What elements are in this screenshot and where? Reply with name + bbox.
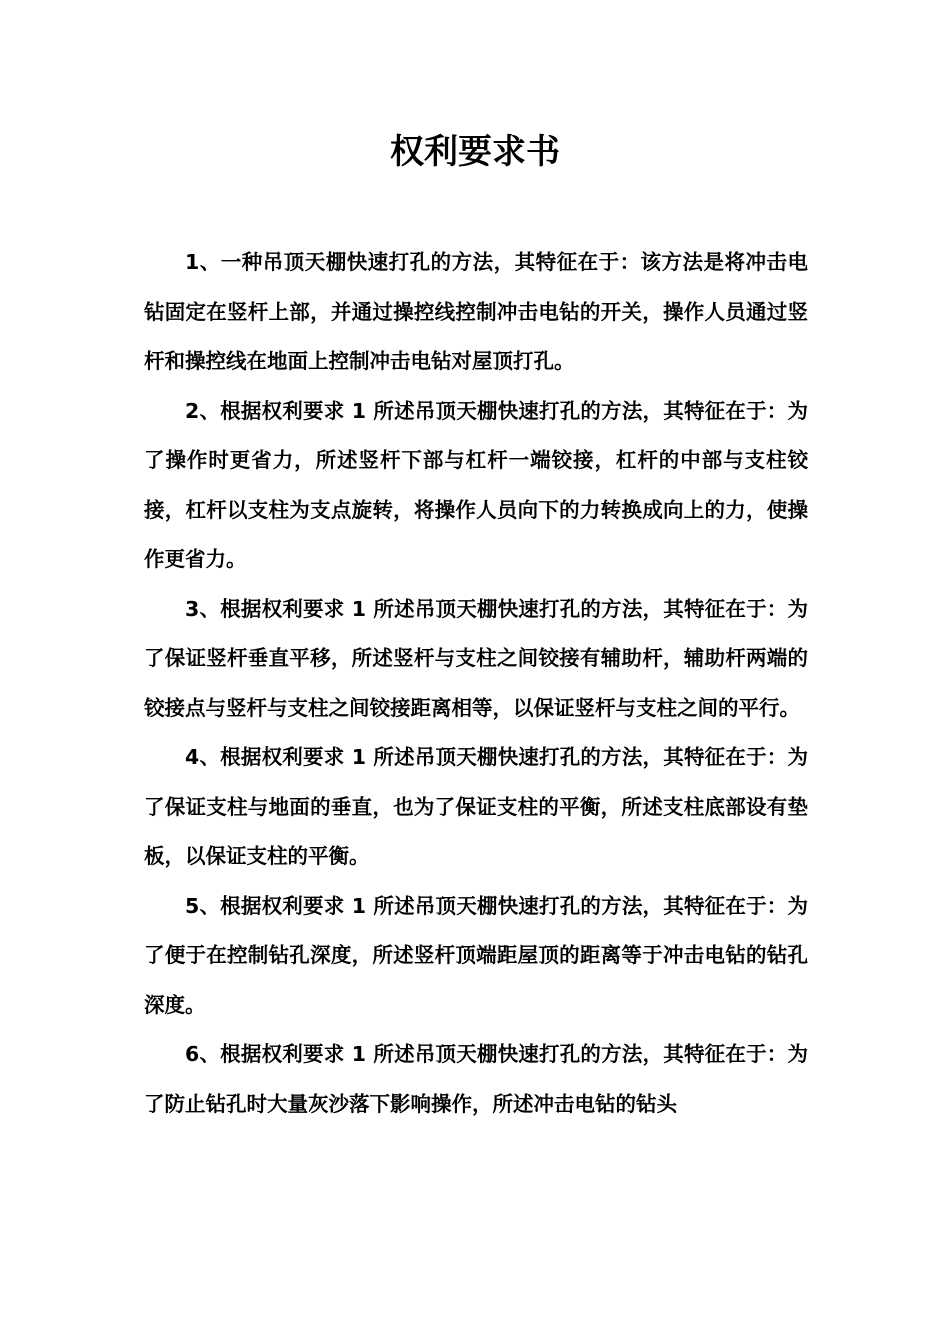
claim-6: 6、根据权利要求 1 所述吊顶天棚快速打孔的方法，其特征在于：为了防止钻孔时大量灰沙落下影响操作，所述冲击电钻的钻头 xyxy=(144,1042,808,1116)
claim-5: 5、根据权利要求 1 所述吊顶天棚快速打孔的方法，其特征在于：为了便于在控制钻孔深度，所述竖杆顶端距屋顶的距离等于冲击电钻的钻孔深度。 xyxy=(144,893,808,1017)
claim-1: 1、一种吊顶天棚快速打孔的方法，其特征在于：该方法是将冲击电钻固定在竖杆上部，并通过操控线控制冲击电钻的开关，操作人员通过竖杆和操控线在地面上控制冲击电钻对屋顶打孔。 xyxy=(144,250,808,373)
claim-3: 3、根据权利要求 1 所述吊顶天棚快速打孔的方法，其特征在于：为了保证竖杆垂直平移，所述竖杆与支柱之间铰接有辅助杆，辅助杆两端的铰接点与竖杆与支柱之间铰接距离相等，以保证竖杆与支柱之间的平行。 xyxy=(144,596,808,720)
claims-list xyxy=(144,238,808,1129)
page-title: 权利要求书 xyxy=(390,132,560,172)
claim-4: 4、根据权利要求 1 所述吊顶天棚快速打孔的方法，其特征在于：为了保证支柱与地面的垂直，也为了保证支柱的平衡，所述支柱底部设有垫板，以保证支柱的平衡。 xyxy=(144,745,808,868)
claim-2: 2、根据权利要求 1 所述吊顶天棚快速打孔的方法，其特征在于：为了操作时更省力，所述竖杆下部与杠杆一端铰接，杠杆的中部与支柱铰接，杠杆以支柱为支点旋转，将操作人员向下的力转换成向上的力，使操作更省力。 xyxy=(144,398,808,571)
